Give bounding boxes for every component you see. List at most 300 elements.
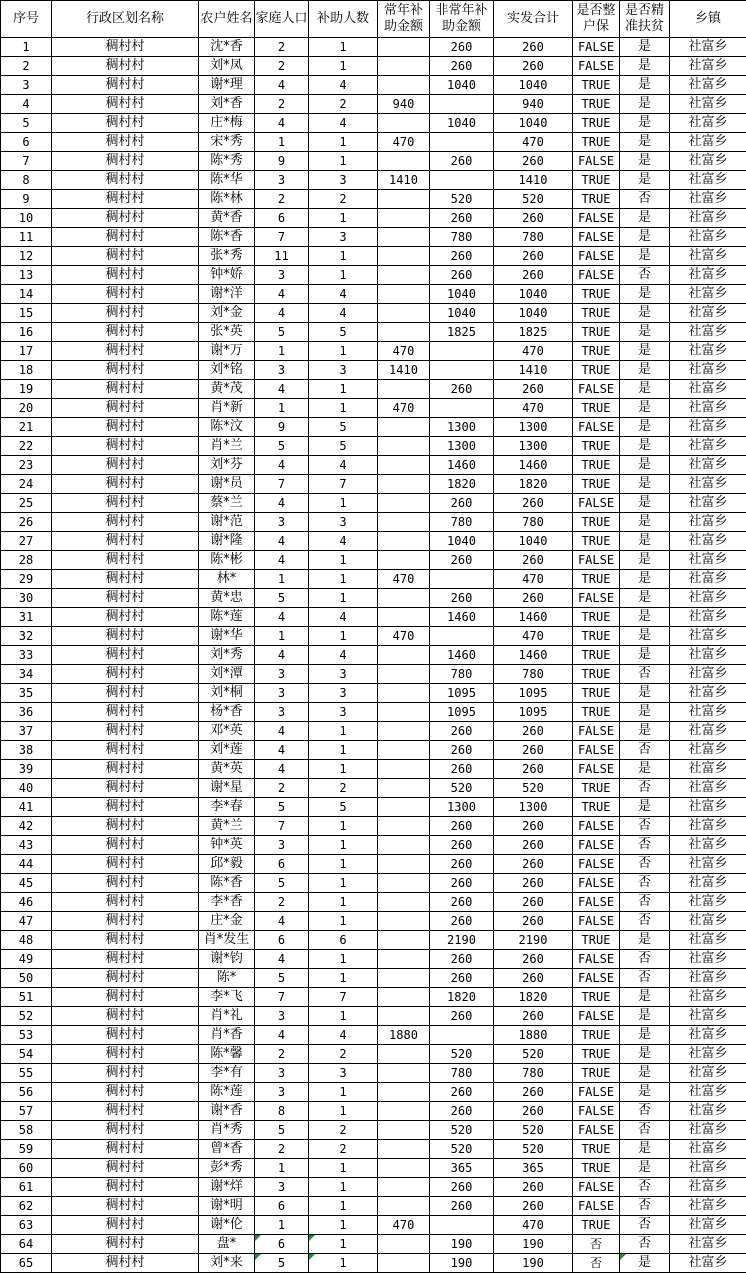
cell-poverty: 是 bbox=[620, 228, 670, 247]
cell-whole-household: TRUE bbox=[573, 665, 620, 684]
cell-district: 稠村村 bbox=[52, 228, 199, 247]
cell-seq: 38 bbox=[1, 741, 52, 760]
cell-town: 社富乡 bbox=[670, 380, 746, 399]
cell-seq: 49 bbox=[1, 950, 52, 969]
cell-total: 1460 bbox=[494, 646, 573, 665]
col-district-header: 行政区划名称 bbox=[52, 1, 199, 38]
cell-family-size: 4 bbox=[255, 1026, 309, 1045]
table-row bbox=[1, 532, 746, 551]
cell-whole-household: TRUE bbox=[573, 171, 620, 190]
cell-total: 780 bbox=[494, 1064, 573, 1083]
cell-town: 社富乡 bbox=[670, 190, 746, 209]
table-row bbox=[1, 57, 746, 76]
cell-irregular-amount bbox=[430, 1216, 494, 1235]
cell-town: 社富乡 bbox=[670, 475, 746, 494]
cell-town: 社富乡 bbox=[670, 1064, 746, 1083]
cell-family-size: 4 bbox=[255, 494, 309, 513]
cell-district: 稠村村 bbox=[52, 247, 199, 266]
cell-whole-household: FALSE bbox=[573, 228, 620, 247]
cell-total: 1095 bbox=[494, 684, 573, 703]
cell-poverty: 否 bbox=[620, 1121, 670, 1140]
cell-whole-household: FALSE bbox=[573, 247, 620, 266]
table-row bbox=[1, 95, 746, 114]
cell-seq: 32 bbox=[1, 627, 52, 646]
cell-whole-household: FALSE bbox=[573, 950, 620, 969]
cell-aided-count: 1 bbox=[309, 969, 378, 988]
cell-name: 黄*英 bbox=[199, 760, 255, 779]
cell-regular-amount bbox=[378, 589, 430, 608]
col-whole-household-header: 是否整户保 bbox=[573, 1, 620, 38]
col-poverty-header: 是否精准扶贫 bbox=[620, 1, 670, 38]
cell-seq: 7 bbox=[1, 152, 52, 171]
cell-town: 社富乡 bbox=[670, 494, 746, 513]
cell-town: 社富乡 bbox=[670, 247, 746, 266]
cell-town: 社富乡 bbox=[670, 228, 746, 247]
cell-family-size: 3 bbox=[255, 513, 309, 532]
cell-seq: 9 bbox=[1, 190, 52, 209]
cell-district: 稠村村 bbox=[52, 1083, 199, 1102]
cell-name: 李*春 bbox=[199, 798, 255, 817]
cell-aided-count: 1 bbox=[309, 760, 378, 779]
cell-seq: 23 bbox=[1, 456, 52, 475]
cell-aided-count: 1 bbox=[309, 741, 378, 760]
cell-total: 260 bbox=[494, 760, 573, 779]
cell-total: 1040 bbox=[494, 304, 573, 323]
cell-regular-amount bbox=[378, 684, 430, 703]
cell-aided-count: 3 bbox=[309, 703, 378, 722]
cell-regular-amount bbox=[378, 703, 430, 722]
cell-seq: 21 bbox=[1, 418, 52, 437]
cell-seq: 50 bbox=[1, 969, 52, 988]
cell-poverty: 是 bbox=[620, 1254, 670, 1273]
cell-aided-count: 4 bbox=[309, 608, 378, 627]
cell-seq: 4 bbox=[1, 95, 52, 114]
cell-regular-amount: 1410 bbox=[378, 171, 430, 190]
cell-irregular-amount: 260 bbox=[430, 969, 494, 988]
cell-town: 社富乡 bbox=[670, 1235, 746, 1254]
cell-name: 刘*桐 bbox=[199, 684, 255, 703]
cell-total: 260 bbox=[494, 589, 573, 608]
cell-town: 社富乡 bbox=[670, 988, 746, 1007]
cell-district: 稠村村 bbox=[52, 380, 199, 399]
cell-whole-household: FALSE bbox=[573, 1197, 620, 1216]
cell-family-size: 4 bbox=[255, 741, 309, 760]
table-row bbox=[1, 988, 746, 1007]
cell-whole-household: 否 bbox=[573, 1254, 620, 1273]
cell-irregular-amount: 260 bbox=[430, 57, 494, 76]
cell-family-size: 5 bbox=[255, 1121, 309, 1140]
cell-irregular-amount: 1820 bbox=[430, 475, 494, 494]
cell-family-size: 4 bbox=[255, 456, 309, 475]
table-row bbox=[1, 1159, 746, 1178]
cell-total: 470 bbox=[494, 627, 573, 646]
cell-regular-amount bbox=[378, 532, 430, 551]
cell-total: 1460 bbox=[494, 608, 573, 627]
cell-family-size: 4 bbox=[255, 285, 309, 304]
cell-family-size: 2 bbox=[255, 1045, 309, 1064]
cell-town: 社富乡 bbox=[670, 114, 746, 133]
cell-poverty: 是 bbox=[620, 646, 670, 665]
cell-name: 肖*新 bbox=[199, 399, 255, 418]
cell-name: 李*有 bbox=[199, 1064, 255, 1083]
cell-whole-household: FALSE bbox=[573, 1102, 620, 1121]
cell-seq: 57 bbox=[1, 1102, 52, 1121]
cell-name: 刘*芬 bbox=[199, 456, 255, 475]
cell-regular-amount bbox=[378, 1235, 430, 1254]
cell-district: 稠村村 bbox=[52, 494, 199, 513]
table-row bbox=[1, 722, 746, 741]
cell-whole-household: TRUE bbox=[573, 1140, 620, 1159]
cell-total: 260 bbox=[494, 1083, 573, 1102]
cell-family-size: 5 bbox=[255, 874, 309, 893]
cell-aided-count: 1 bbox=[309, 399, 378, 418]
cell-name: 黄*茂 bbox=[199, 380, 255, 399]
cell-whole-household: FALSE bbox=[573, 874, 620, 893]
cell-family-size: 4 bbox=[255, 551, 309, 570]
cell-district: 稠村村 bbox=[52, 798, 199, 817]
cell-poverty: 是 bbox=[620, 247, 670, 266]
cell-poverty: 是 bbox=[620, 361, 670, 380]
cell-town: 社富乡 bbox=[670, 798, 746, 817]
cell-family-size: 5 bbox=[255, 969, 309, 988]
cell-town: 社富乡 bbox=[670, 722, 746, 741]
table-row bbox=[1, 570, 746, 589]
cell-poverty: 是 bbox=[620, 1064, 670, 1083]
table-row bbox=[1, 931, 746, 950]
cell-aided-count: 1 bbox=[309, 551, 378, 570]
cell-town: 社富乡 bbox=[670, 684, 746, 703]
cell-regular-amount bbox=[378, 57, 430, 76]
cell-irregular-amount: 1300 bbox=[430, 798, 494, 817]
cell-whole-household: TRUE bbox=[573, 988, 620, 1007]
cell-name: 刘*香 bbox=[199, 95, 255, 114]
cell-aided-count: 4 bbox=[309, 532, 378, 551]
cell-regular-amount bbox=[378, 1064, 430, 1083]
cell-district: 稠村村 bbox=[52, 988, 199, 1007]
cell-total: 260 bbox=[494, 1197, 573, 1216]
cell-aided-count: 3 bbox=[309, 684, 378, 703]
cell-town: 社富乡 bbox=[670, 532, 746, 551]
cell-aided-count: 1 bbox=[309, 1216, 378, 1235]
cell-total: 520 bbox=[494, 1140, 573, 1159]
cell-family-size: 3 bbox=[255, 266, 309, 285]
cell-regular-amount bbox=[378, 38, 430, 57]
cell-irregular-amount bbox=[430, 95, 494, 114]
cell-aided-count: 5 bbox=[309, 437, 378, 456]
cell-total: 260 bbox=[494, 855, 573, 874]
cell-aided-count: 1 bbox=[309, 589, 378, 608]
cell-name: 谢*伦 bbox=[199, 1216, 255, 1235]
cell-town: 社富乡 bbox=[670, 931, 746, 950]
cell-irregular-amount: 260 bbox=[430, 551, 494, 570]
cell-whole-household: FALSE bbox=[573, 817, 620, 836]
cell-whole-household: FALSE bbox=[573, 969, 620, 988]
cell-irregular-amount: 260 bbox=[430, 152, 494, 171]
cell-irregular-amount: 1040 bbox=[430, 532, 494, 551]
cell-regular-amount bbox=[378, 190, 430, 209]
cell-name: 沈*香 bbox=[199, 38, 255, 57]
cell-town: 社富乡 bbox=[670, 893, 746, 912]
cell-family-size: 1 bbox=[255, 1216, 309, 1235]
cell-district: 稠村村 bbox=[52, 171, 199, 190]
cell-family-size: 4 bbox=[255, 114, 309, 133]
cell-seq: 30 bbox=[1, 589, 52, 608]
cell-irregular-amount bbox=[430, 627, 494, 646]
cell-poverty: 是 bbox=[620, 760, 670, 779]
cell-seq: 53 bbox=[1, 1026, 52, 1045]
cell-whole-household: TRUE bbox=[573, 931, 620, 950]
cell-total: 520 bbox=[494, 1045, 573, 1064]
cell-regular-amount bbox=[378, 779, 430, 798]
cell-irregular-amount: 520 bbox=[430, 779, 494, 798]
cell-town: 社富乡 bbox=[670, 1083, 746, 1102]
cell-seq: 47 bbox=[1, 912, 52, 931]
cell-regular-amount bbox=[378, 1083, 430, 1102]
cell-total: 520 bbox=[494, 779, 573, 798]
cell-name: 彭*秀 bbox=[199, 1159, 255, 1178]
table-row bbox=[1, 1254, 746, 1273]
cell-regular-amount bbox=[378, 798, 430, 817]
table-row bbox=[1, 1064, 746, 1083]
cell-family-size: 7 bbox=[255, 817, 309, 836]
cell-whole-household: TRUE bbox=[573, 133, 620, 152]
cell-total: 260 bbox=[494, 722, 573, 741]
cell-total: 260 bbox=[494, 950, 573, 969]
cell-district: 稠村村 bbox=[52, 627, 199, 646]
cell-district: 稠村村 bbox=[52, 418, 199, 437]
cell-whole-household: TRUE bbox=[573, 399, 620, 418]
cell-seq: 11 bbox=[1, 228, 52, 247]
cell-seq: 2 bbox=[1, 57, 52, 76]
table-row bbox=[1, 893, 746, 912]
cell-poverty: 是 bbox=[620, 418, 670, 437]
cell-total: 260 bbox=[494, 1178, 573, 1197]
cell-irregular-amount: 1040 bbox=[430, 114, 494, 133]
cell-irregular-amount: 260 bbox=[430, 494, 494, 513]
cell-aided-count: 3 bbox=[309, 171, 378, 190]
cell-name: 刘*潭 bbox=[199, 665, 255, 684]
cell-district: 稠村村 bbox=[52, 323, 199, 342]
cell-aided-count: 1 bbox=[309, 855, 378, 874]
cell-district: 稠村村 bbox=[52, 304, 199, 323]
col-total-header: 实发合计 bbox=[494, 1, 573, 38]
table-row bbox=[1, 266, 746, 285]
cell-town: 社富乡 bbox=[670, 1178, 746, 1197]
cell-town: 社富乡 bbox=[670, 969, 746, 988]
cell-family-size: 4 bbox=[255, 646, 309, 665]
cell-poverty: 是 bbox=[620, 684, 670, 703]
cell-family-size: 1 bbox=[255, 570, 309, 589]
col-seq-header: 序号 bbox=[1, 1, 52, 38]
cell-regular-amount bbox=[378, 874, 430, 893]
cell-name: 盘* bbox=[199, 1235, 255, 1254]
cell-whole-household: TRUE bbox=[573, 798, 620, 817]
cell-district: 稠村村 bbox=[52, 874, 199, 893]
cell-seq: 37 bbox=[1, 722, 52, 741]
cell-town: 社富乡 bbox=[670, 1045, 746, 1064]
cell-total: 2190 bbox=[494, 931, 573, 950]
cell-regular-amount bbox=[378, 228, 430, 247]
cell-aided-count: 3 bbox=[309, 228, 378, 247]
cell-name: 庄*金 bbox=[199, 912, 255, 931]
cell-aided-count: 1 bbox=[309, 1197, 378, 1216]
cell-poverty: 否 bbox=[620, 1235, 670, 1254]
cell-seq: 40 bbox=[1, 779, 52, 798]
cell-name: 刘*凤 bbox=[199, 57, 255, 76]
cell-seq: 41 bbox=[1, 798, 52, 817]
cell-regular-amount bbox=[378, 76, 430, 95]
cell-name: 陈*林 bbox=[199, 190, 255, 209]
table-row bbox=[1, 361, 746, 380]
cell-seq: 52 bbox=[1, 1007, 52, 1026]
cell-family-size: 3 bbox=[255, 361, 309, 380]
cell-regular-amount bbox=[378, 950, 430, 969]
cell-family-size: 4 bbox=[255, 304, 309, 323]
table-row bbox=[1, 437, 746, 456]
cell-regular-amount bbox=[378, 437, 430, 456]
cell-regular-amount bbox=[378, 304, 430, 323]
cell-poverty: 否 bbox=[620, 817, 670, 836]
cell-total: 260 bbox=[494, 152, 573, 171]
cell-regular-amount bbox=[378, 741, 430, 760]
cell-poverty: 否 bbox=[620, 779, 670, 798]
cell-whole-household: TRUE bbox=[573, 323, 620, 342]
cell-poverty: 是 bbox=[620, 931, 670, 950]
cell-regular-amount bbox=[378, 608, 430, 627]
cell-total: 470 bbox=[494, 342, 573, 361]
cell-total: 470 bbox=[494, 399, 573, 418]
cell-aided-count: 1 bbox=[309, 1083, 378, 1102]
cell-regular-amount bbox=[378, 1102, 430, 1121]
cell-town: 社富乡 bbox=[670, 95, 746, 114]
cell-family-size: 1 bbox=[255, 399, 309, 418]
cell-town: 社富乡 bbox=[670, 513, 746, 532]
cell-family-size: 1 bbox=[255, 1159, 309, 1178]
table-row bbox=[1, 855, 746, 874]
cell-aided-count: 1 bbox=[309, 152, 378, 171]
cell-name: 曾*香 bbox=[199, 1140, 255, 1159]
cell-aided-count: 7 bbox=[309, 475, 378, 494]
cell-regular-amount bbox=[378, 1178, 430, 1197]
cell-family-size: 3 bbox=[255, 1178, 309, 1197]
cell-irregular-amount bbox=[430, 361, 494, 380]
cell-regular-amount bbox=[378, 456, 430, 475]
table-row bbox=[1, 323, 746, 342]
cell-total: 1820 bbox=[494, 988, 573, 1007]
cell-whole-household: FALSE bbox=[573, 418, 620, 437]
cell-poverty: 是 bbox=[620, 342, 670, 361]
cell-family-size: 3 bbox=[255, 171, 309, 190]
cell-district: 稠村村 bbox=[52, 133, 199, 152]
cell-regular-amount bbox=[378, 988, 430, 1007]
cell-seq: 45 bbox=[1, 874, 52, 893]
cell-name: 张*英 bbox=[199, 323, 255, 342]
cell-total: 260 bbox=[494, 380, 573, 399]
cell-total: 1095 bbox=[494, 703, 573, 722]
cell-family-size: 8 bbox=[255, 1102, 309, 1121]
cell-name: 谢*钧 bbox=[199, 950, 255, 969]
cell-seq: 36 bbox=[1, 703, 52, 722]
cell-town: 社富乡 bbox=[670, 323, 746, 342]
cell-whole-household: TRUE bbox=[573, 1159, 620, 1178]
cell-whole-household: FALSE bbox=[573, 38, 620, 57]
cell-town: 社富乡 bbox=[670, 171, 746, 190]
cell-family-size: 1 bbox=[255, 342, 309, 361]
cell-whole-household: FALSE bbox=[573, 741, 620, 760]
cell-whole-household: 否 bbox=[573, 1235, 620, 1254]
cell-aided-count: 1 bbox=[309, 817, 378, 836]
cell-aided-count: 4 bbox=[309, 456, 378, 475]
cell-name: 陈*馨 bbox=[199, 1045, 255, 1064]
cell-family-size: 2 bbox=[255, 190, 309, 209]
cell-district: 稠村村 bbox=[52, 608, 199, 627]
table-row bbox=[1, 285, 746, 304]
cell-seq: 31 bbox=[1, 608, 52, 627]
cell-total: 260 bbox=[494, 817, 573, 836]
cell-family-size: 4 bbox=[255, 532, 309, 551]
cell-aided-count: 2 bbox=[309, 1045, 378, 1064]
cell-irregular-amount bbox=[430, 133, 494, 152]
cell-district: 稠村村 bbox=[52, 1102, 199, 1121]
col-irregular-amount-header: 非常年补助金额 bbox=[430, 1, 494, 38]
cell-regular-amount bbox=[378, 551, 430, 570]
cell-whole-household: TRUE bbox=[573, 703, 620, 722]
cell-poverty: 否 bbox=[620, 1102, 670, 1121]
table-row bbox=[1, 1045, 746, 1064]
cell-total: 470 bbox=[494, 570, 573, 589]
cell-town: 社富乡 bbox=[670, 1254, 746, 1273]
cell-aided-count: 1 bbox=[309, 494, 378, 513]
cell-family-size: 4 bbox=[255, 76, 309, 95]
cell-seq: 63 bbox=[1, 1216, 52, 1235]
cell-town: 社富乡 bbox=[670, 570, 746, 589]
cell-irregular-amount: 1095 bbox=[430, 684, 494, 703]
cell-district: 稠村村 bbox=[52, 399, 199, 418]
cell-district: 稠村村 bbox=[52, 1045, 199, 1064]
cell-poverty: 是 bbox=[620, 38, 670, 57]
cell-seq: 20 bbox=[1, 399, 52, 418]
cell-total: 260 bbox=[494, 209, 573, 228]
cell-whole-household: TRUE bbox=[573, 437, 620, 456]
cell-family-size: 6 bbox=[255, 1235, 309, 1254]
cell-town: 社富乡 bbox=[670, 418, 746, 437]
cell-town: 社富乡 bbox=[670, 779, 746, 798]
cell-town: 社富乡 bbox=[670, 836, 746, 855]
cell-regular-amount bbox=[378, 1140, 430, 1159]
cell-aided-count: 1 bbox=[309, 836, 378, 855]
cell-district: 稠村村 bbox=[52, 855, 199, 874]
cell-town: 社富乡 bbox=[670, 1216, 746, 1235]
cell-poverty: 是 bbox=[620, 152, 670, 171]
cell-poverty: 否 bbox=[620, 969, 670, 988]
cell-poverty: 是 bbox=[620, 513, 670, 532]
cell-poverty: 是 bbox=[620, 323, 670, 342]
cell-name: 邓*英 bbox=[199, 722, 255, 741]
cell-name: 谢*烊 bbox=[199, 1178, 255, 1197]
cell-name: 陈*汶 bbox=[199, 418, 255, 437]
cell-regular-amount bbox=[378, 247, 430, 266]
cell-regular-amount: 470 bbox=[378, 1216, 430, 1235]
cell-irregular-amount: 1300 bbox=[430, 437, 494, 456]
cell-whole-household: FALSE bbox=[573, 1083, 620, 1102]
table-row bbox=[1, 912, 746, 931]
col-family-size-header: 家庭人口 bbox=[255, 1, 309, 38]
cell-seq: 61 bbox=[1, 1178, 52, 1197]
cell-seq: 39 bbox=[1, 760, 52, 779]
cell-whole-household: FALSE bbox=[573, 380, 620, 399]
cell-irregular-amount: 260 bbox=[430, 589, 494, 608]
cell-irregular-amount: 190 bbox=[430, 1235, 494, 1254]
